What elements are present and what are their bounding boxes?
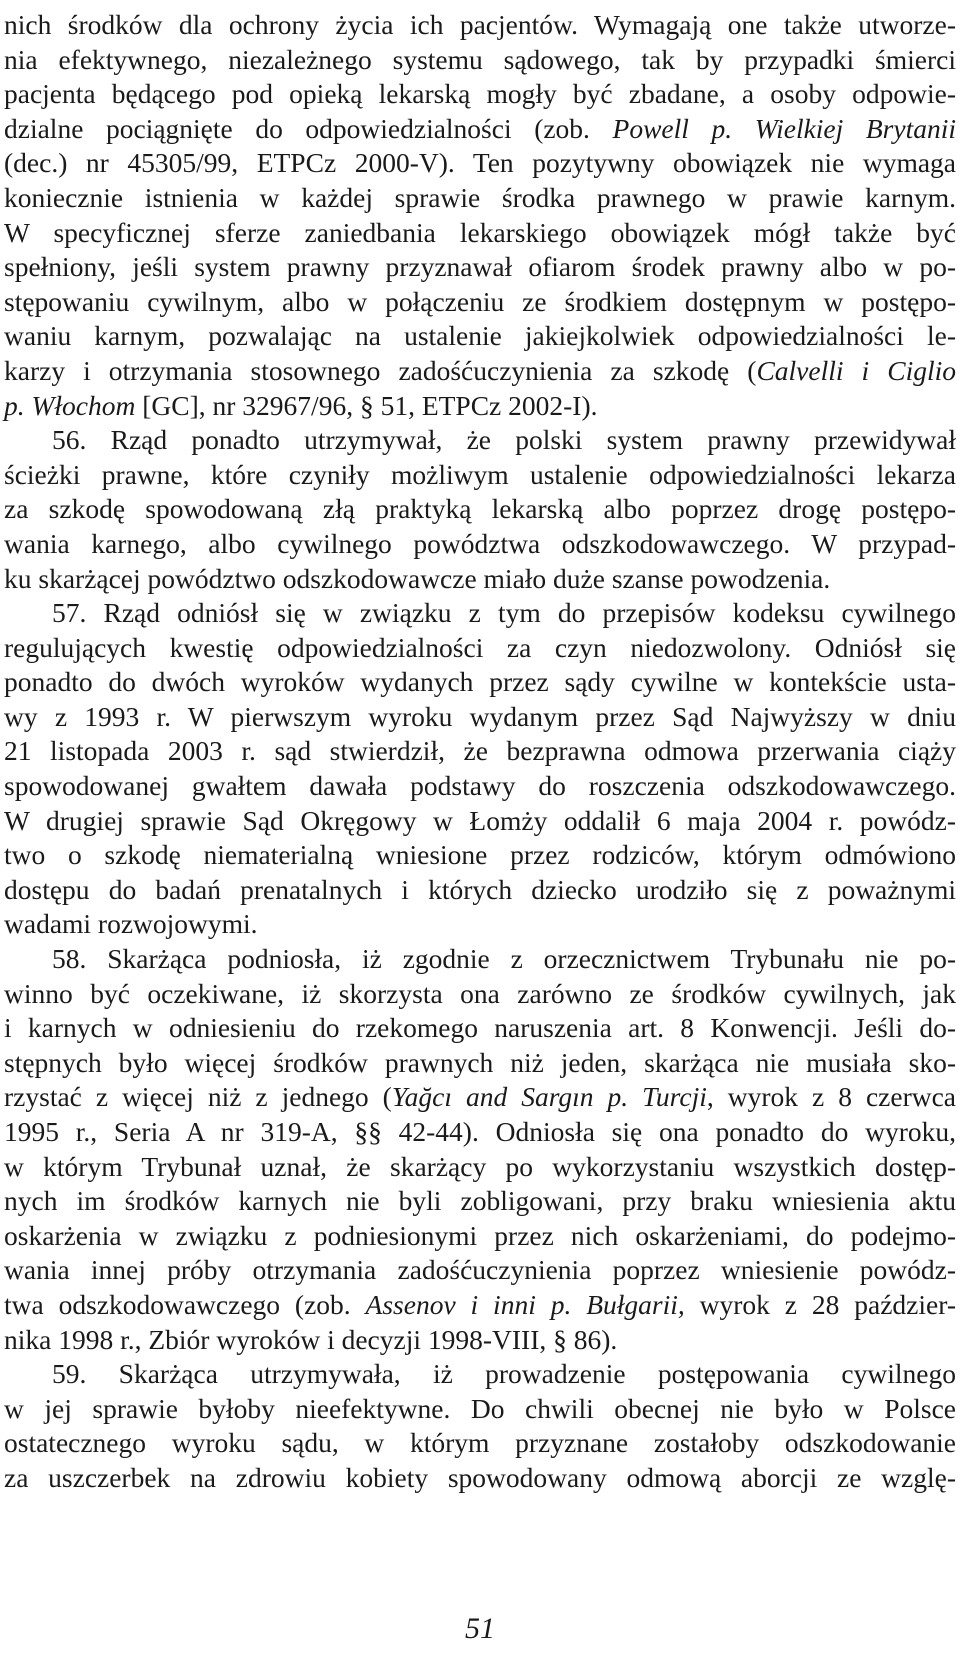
text-line <box>4 1426 956 1461</box>
text-segment: 57. Rząd odniósł się w związku z tym do przepisów kodeksu cywilnego <box>52 597 956 629</box>
text-segment: za uszczerbek na zdrowiu kobiety spowodowany odmową aborcji ze wzglę- <box>4 1461 956 1493</box>
text-segment: spowodowanej gwałtem dawała podstawy do roszczenia odszkodowawczego. <box>4 770 956 802</box>
text-segment: nika 1998 r., Zbiór wyroków i decyzji 1998-VIII, § 86). <box>4 1323 618 1355</box>
text-line <box>4 319 956 354</box>
text-line <box>4 527 956 562</box>
text-line <box>4 112 956 147</box>
text-line <box>4 942 956 977</box>
text-line <box>4 1219 956 1254</box>
text-line <box>4 977 956 1012</box>
italic-citation: Powell p. Wielkiej Brytanii <box>612 112 956 144</box>
text-segment: ścieżki prawne, które czyniły możliwym ustalenie odpowiedzialności lekarza <box>4 458 956 490</box>
text-segment: rzystać z więcej niż z jednego ( <box>4 1081 392 1113</box>
text-line <box>4 1323 956 1358</box>
text-segment: nich środków dla ochrony życia ich pacjentów. Wymagają one także utworze- <box>4 9 956 40</box>
text-line <box>4 1184 956 1219</box>
body-text <box>4 8 956 1496</box>
text-line <box>4 596 956 631</box>
text-segment: stępowaniu cywilnym, albo w połączeniu ze środkiem dostępnym w postępo- <box>4 285 956 317</box>
text-line <box>4 389 956 424</box>
text-line <box>4 423 956 458</box>
text-segment: w jej sprawie byłoby nieefektywne. Do chwili obecnej nie było w Polsce <box>4 1392 956 1424</box>
text-segment: 1995 r., Seria A nr 319-A, §§ 42-44). Odniosła się ona ponadto do wyroku, <box>4 1116 956 1147</box>
text-line <box>4 838 956 873</box>
text-line <box>4 8 956 43</box>
italic-citation: Yağcı and Sargın p. Turcji <box>391 1081 707 1113</box>
text-line <box>4 1392 956 1427</box>
text-segment: dzialne pociągnięte do odpowiedzialności (zob. <box>4 112 613 144</box>
text-segment: ku skarżącej powództwo odszkodowawcze miało duże szanse powodzenia. <box>4 562 831 594</box>
text-line <box>4 769 956 804</box>
text-segment: ostatecznego wyroku sądu, w którym przyznane zostałoby odszkodowanie <box>4 1427 956 1459</box>
text-line <box>4 216 956 251</box>
text-line <box>4 1011 956 1046</box>
text-segment: pacjenta będącego pod opieką lekarską mogły być zbadane, a osoby odpowie- <box>4 78 956 110</box>
text-line <box>4 250 956 285</box>
text-line <box>4 492 956 527</box>
text-segment: waniu karnym, pozwalając na ustalenie jakiejkolwiek odpowiedzialności le- <box>4 320 956 352</box>
text-segment: wy z 1993 r. W pierwszym wyroku wydanym przez Sąd Najwyższy w dniu <box>4 700 956 732</box>
text-line <box>4 354 956 389</box>
text-segment: stępnych było więcej środków prawnych niż jeden, skarżąca nie musiała sko- <box>4 1046 956 1078</box>
italic-citation: p. Włochom <box>4 389 136 421</box>
text-line <box>4 1046 956 1081</box>
text-line <box>4 1357 956 1392</box>
text-segment: 21 listopada 2003 r. sąd stwierdził, że bezprawna odmowa przerwania ciąży <box>4 735 956 767</box>
text-segment: twa odszkodowawczego (zob. <box>4 1288 366 1320</box>
text-line <box>4 285 956 320</box>
text-segment: (dec.) nr 45305/99, ETPCz 2000-V). Ten pozytywny obowiązek nie wymaga <box>4 147 956 179</box>
text-line <box>4 734 956 769</box>
text-segment: oskarżenia w związku z podniesionymi przez nich oskarżeniami, do podejmo- <box>4 1219 956 1251</box>
text-line <box>4 804 956 839</box>
text-segment: nych im środków karnych nie byli zobligowani, przy braku wniesienia aktu <box>4 1185 956 1217</box>
text-segment: nia efektywnego, niezależnego systemu sądowego, tak by przypadki śmierci <box>4 43 956 75</box>
text-line <box>4 1461 956 1496</box>
text-segment: 59. Skarżąca utrzymywała, iż prowadzenie postępowania cywilnego <box>52 1358 956 1390</box>
text-line <box>4 146 956 181</box>
page-number: 51 <box>465 1612 495 1645</box>
text-segment: 58. Skarżąca podniosła, iż zgodnie z orzecznictwem Trybunału nie po- <box>52 943 956 975</box>
text-segment: , wyrok z 8 czerwca <box>706 1081 956 1113</box>
text-segment: spełniony, jeśli system prawny przyznawał ofiarom środek prawny albo w po- <box>4 251 956 283</box>
text-line <box>4 562 956 597</box>
text-segment: winno być oczekiwane, iż skorzysta ona zarówno ze środków cywilnych, jak <box>4 977 956 1009</box>
text-segment: ponadto do dwóch wyroków wydanych przez sądy cywilne w kontekście usta- <box>4 666 956 698</box>
text-line <box>4 1288 956 1323</box>
text-line <box>4 458 956 493</box>
text-line <box>4 43 956 78</box>
text-line <box>4 907 956 942</box>
text-line <box>4 665 956 700</box>
text-segment: dostępu do badań prenatalnych i których dziecko urodziło się z poważnymi <box>4 873 956 905</box>
text-segment: wania karnego, albo cywilnego powództwa odszkodowawczego. W przypad- <box>4 527 956 559</box>
text-line <box>4 1253 956 1288</box>
text-segment: regulujących kwestię odpowiedzialności za czyn niedozwolony. Odniósł się <box>4 631 956 663</box>
text-line <box>4 181 956 216</box>
text-segment: wadami rozwojowymi. <box>4 908 258 940</box>
text-segment: wania innej próby otrzymania zadośćuczynienia poprzez wniesienie powódz- <box>4 1254 956 1286</box>
italic-citation: Calvelli i Ciglio <box>756 354 956 386</box>
text-segment: 56. Rząd ponadto utrzymywał, że polski system prawny przewidywał <box>52 424 956 456</box>
text-segment: koniecznie istnienia w każdej sprawie środka prawnego w prawie karnym. <box>4 181 956 213</box>
text-segment: [GC], nr 32967/96, § 51, ETPCz 2002-I). <box>135 389 598 421</box>
text-segment: w którym Trybunał uznał, że skarżący po wykorzystaniu wszystkich dostęp- <box>4 1150 956 1182</box>
text-segment: wyrok z 28 paździer- <box>684 1288 956 1320</box>
text-line <box>4 631 956 666</box>
text-segment: za szkodę spowodowaną złą praktyką lekarską albo poprzez drogę postępo- <box>4 493 956 525</box>
text-line <box>4 700 956 735</box>
text-line <box>4 1080 956 1115</box>
text-segment: two o szkodę niematerialną wniesione przez rodziców, którym odmówiono <box>4 839 956 871</box>
text-segment: karzy i otrzymania stosownego zadośćuczynienia za szkodę ( <box>4 354 757 386</box>
text-line <box>4 1115 956 1150</box>
italic-citation: Assenov i inni p. Bułgarii, <box>365 1288 685 1320</box>
text-segment: i karnych w odniesieniu do rzekomego naruszenia art. 8 Konwencji. Jeśli do- <box>4 1012 956 1044</box>
text-line <box>4 873 956 908</box>
text-line <box>4 1150 956 1185</box>
text-segment: W specyficznej sferze zaniedbania lekarskiego obowiązek mógł także być <box>4 216 956 248</box>
text-line <box>4 77 956 112</box>
text-segment: W drugiej sprawie Sąd Okręgowy w Łomży oddalił 6 maja 2004 r. powódz- <box>4 804 956 836</box>
